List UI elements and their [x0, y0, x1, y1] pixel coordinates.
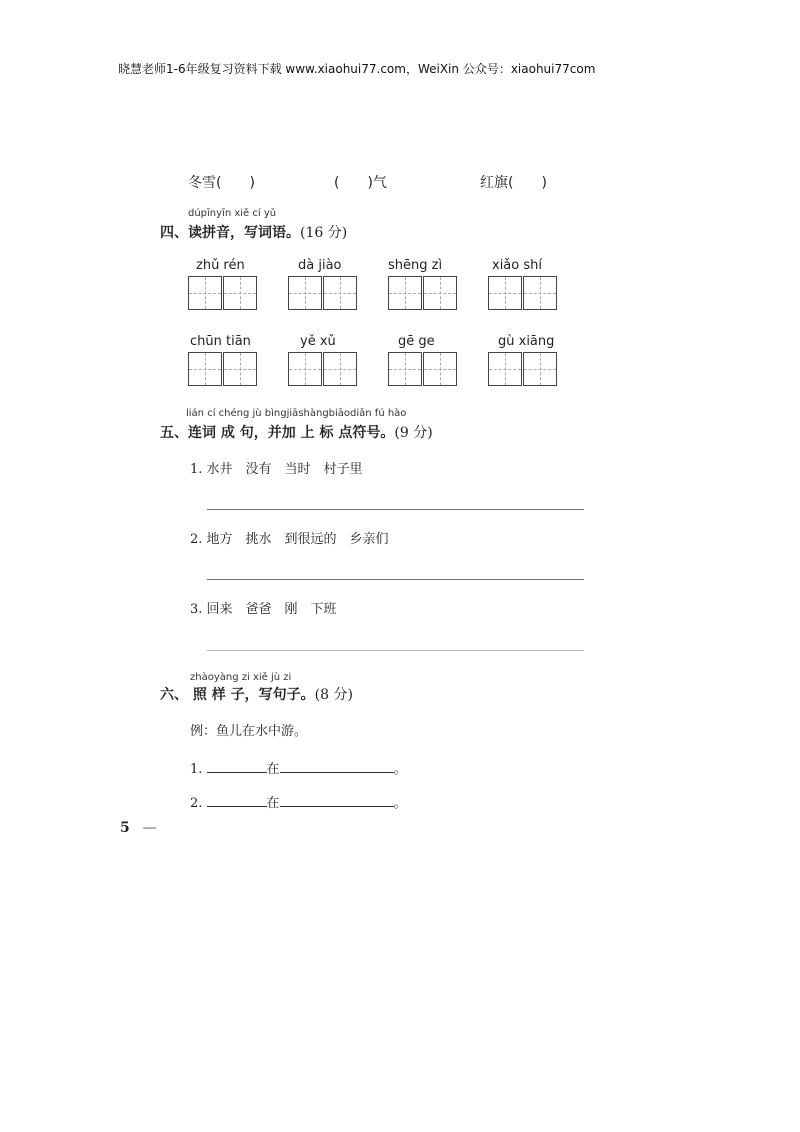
answer-line[interactable] — [207, 650, 584, 651]
writing-box-pair[interactable] — [188, 276, 258, 312]
section5-pinyin: lián cí chéng jù bìngjiāshàngbiāodiǎn fú hào — [186, 408, 407, 419]
section6-title-text: 六、 照 样 子，写句子。 — [160, 687, 315, 703]
section6-pinyin: zhàoyàng zi xiě jù zi — [190, 672, 292, 683]
writing-box-pair[interactable] — [388, 352, 458, 388]
fill-sentence — [190, 792, 407, 811]
blank-field[interactable] — [207, 760, 267, 773]
writing-box-pair[interactable] — [388, 276, 458, 312]
pinyin-label: zhǔ rén — [196, 258, 245, 273]
section5-title — [160, 422, 433, 442]
page-number — [120, 820, 157, 836]
pinyin-label: gù xiāng — [498, 334, 555, 349]
sentence-item: 1. 水井 没有 当时 村子里 — [190, 462, 363, 477]
answer-line[interactable] — [207, 579, 584, 580]
blank-field[interactable] — [280, 760, 394, 773]
pinyin-label: xiǎo shí — [492, 258, 542, 273]
writing-cell[interactable] — [323, 276, 357, 310]
sentence-item: 2. 地方 挑水 到很远的 乡亲们 — [190, 532, 389, 547]
writing-box-pair[interactable] — [288, 352, 358, 388]
section6-score: (8 分) — [314, 687, 353, 703]
page-number-value: 5 — [120, 820, 130, 836]
answer-line[interactable] — [207, 509, 584, 510]
writing-cell[interactable] — [488, 352, 522, 386]
writing-cell[interactable] — [188, 352, 222, 386]
pinyin-label: dà jiào — [298, 258, 342, 273]
sentence-item: 3. 回来 爸爸 刚 下班 — [190, 602, 337, 617]
blank-field[interactable] — [207, 794, 267, 807]
page-dash: — — [142, 820, 157, 836]
writing-cell[interactable] — [288, 276, 322, 310]
writing-box-pair[interactable] — [488, 276, 558, 312]
pinyin-label: yě xǔ — [300, 334, 336, 349]
fill-sentence — [190, 758, 407, 777]
writing-box-pair[interactable] — [188, 352, 258, 388]
page-header: 晓慧老师1-6年级复习资料下载 www.xiaohui77.com，WeiXin 公众号：xiaohui77com — [118, 62, 596, 76]
sentence-end: 。 — [393, 762, 407, 777]
writing-cell[interactable] — [523, 352, 557, 386]
section4-score: (16 分) — [300, 225, 348, 241]
pinyin-label: shēng zì — [388, 258, 443, 273]
writing-cell[interactable] — [323, 352, 357, 386]
section5-title-text: 五、连词 成 句，并加 上 标 点符号。 — [160, 425, 395, 441]
blank-field[interactable] — [280, 794, 394, 807]
writing-cell[interactable] — [388, 276, 422, 310]
fill-item: 红旗( ) — [480, 175, 547, 191]
section4-pinyin: dúpīnyīn xiě cí yǔ — [188, 208, 277, 219]
writing-cell[interactable] — [188, 276, 222, 310]
item-number: 1. — [190, 762, 203, 777]
connector-word: 在 — [266, 762, 280, 777]
section6-title — [160, 684, 353, 704]
sentence-end: 。 — [393, 796, 407, 811]
writing-cell[interactable] — [488, 276, 522, 310]
writing-cell[interactable] — [223, 276, 257, 310]
section4-title-text: 四、读拼音，写词语。 — [160, 225, 300, 241]
item-number: 2. — [190, 796, 203, 811]
pinyin-label: gē ge — [398, 334, 435, 349]
connector-word: 在 — [266, 796, 280, 811]
section4-title — [160, 222, 347, 242]
pinyin-label: chūn tiān — [190, 334, 251, 349]
section5-score: (9 分) — [394, 425, 433, 441]
example-sentence: 例：鱼儿在水中游。 — [190, 724, 308, 739]
writing-cell[interactable] — [423, 352, 457, 386]
fill-item: 冬雪( ) — [188, 175, 255, 191]
writing-cell[interactable] — [288, 352, 322, 386]
writing-box-pair[interactable] — [288, 276, 358, 312]
fill-item: ( )气 — [334, 175, 387, 191]
writing-cell[interactable] — [223, 352, 257, 386]
writing-cell[interactable] — [523, 276, 557, 310]
writing-cell[interactable] — [423, 276, 457, 310]
writing-cell[interactable] — [388, 352, 422, 386]
writing-box-pair[interactable] — [488, 352, 558, 388]
